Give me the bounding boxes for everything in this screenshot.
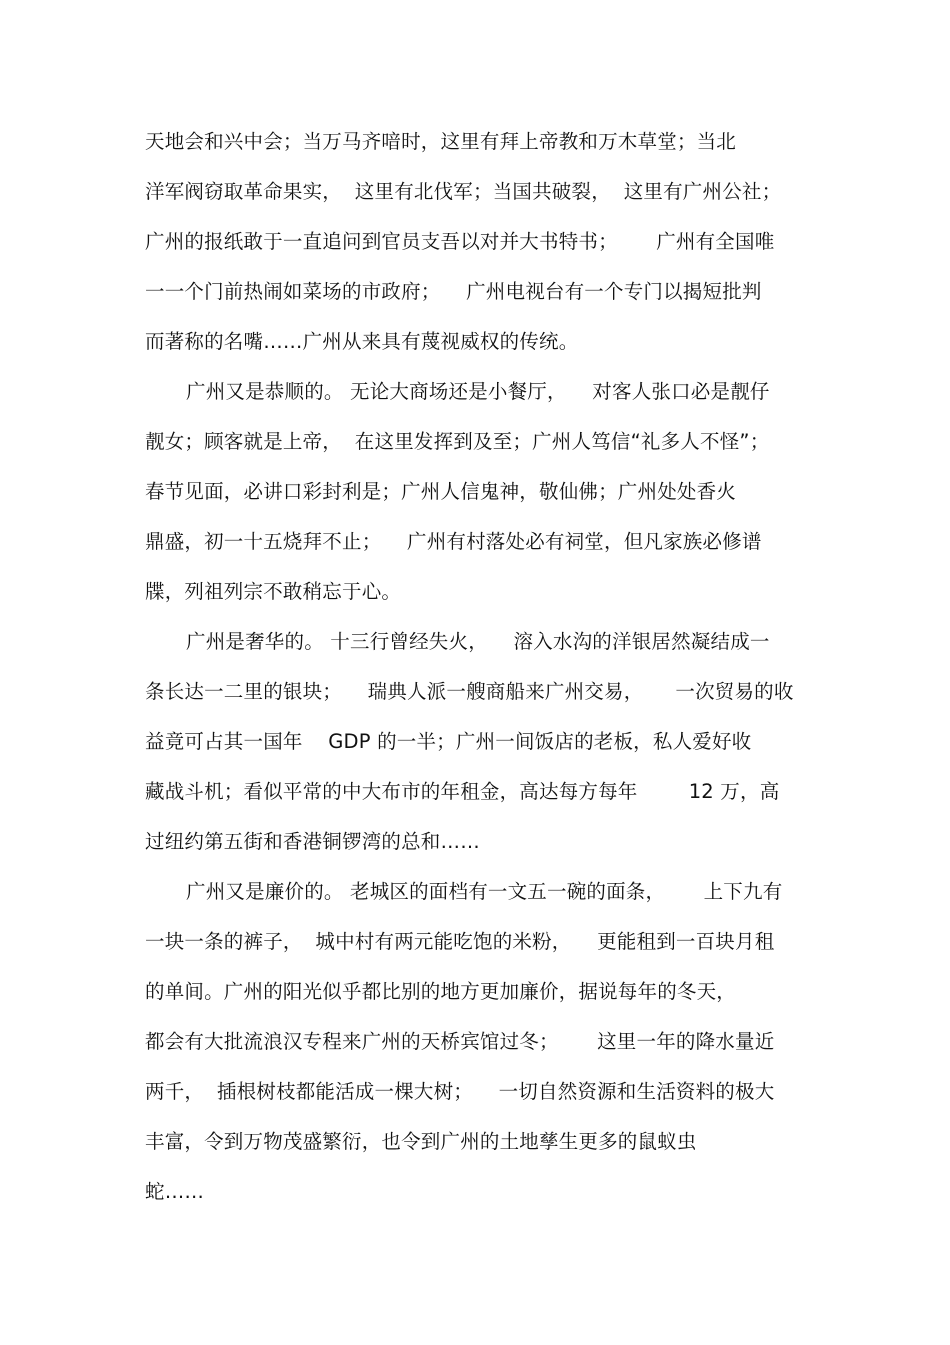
paragraph-first-line: 广州是奢华的。 十三行曾经失火， 溶入水沟的洋银居然凝结成一 (186, 630, 770, 653)
text-line: 益竟可占其一国年 GDP 的一半；广州一间饭店的老板，私人爱好收 (145, 730, 752, 753)
text-line: 牒，列祖列宗不敢稍忘于心。 (145, 580, 402, 603)
text-line: 的单间。广州的阳光似乎都比别的地方更加廉价，据说每年的冬天， (145, 980, 737, 1003)
text-line: 靓女；顾客就是上帝， 在这里发挥到及至；广州人笃信“礼多人不怪”； (145, 430, 770, 453)
text-line: 鼎盛，初一十五烧拜不止； 广州有村落处必有祠堂，但凡家族必修谱 (145, 530, 762, 553)
text-line: 一块一条的裤子， 城中村有两元能吃饱的米粉， 更能租到一百块月租 (145, 930, 775, 953)
text-line: 两千， 插根树枝都能活成一棵大树； 一切自然资源和生活资料的极大 (145, 1080, 775, 1103)
text-line: 天地会和兴中会；当万马齐喑时，这里有拜上帝教和万木草堂；当北 (145, 130, 737, 153)
text-line: 广州的报纸敢于一直追问到官员支吾以对并大书特书； 广州有全国唯 (145, 230, 775, 253)
text-line: 而著称的名嘴……广州从来具有蔑视威权的传统。 (145, 330, 579, 353)
paragraph-first-line: 广州又是恭顺的。 无论大商场还是小餐厅， 对客人张口必是靓仔 (186, 380, 770, 403)
text-line: 条长达一二里的银块； 瑞典人派一艘商船来广州交易， 一次贸易的收 (145, 680, 794, 703)
text-line: 都会有大批流浪汉专程来广州的天桥宾馆过冬； 这里一年的降水量近 (145, 1030, 775, 1053)
paragraph-first-line: 广州又是廉价的。 老城区的面档有一文五一碗的面条， 上下九有 (186, 880, 783, 903)
text-line: 过纽约第五街和香港铜锣湾的总和…… (145, 830, 480, 853)
text-line: 藏战斗机；看似平常的中大布市的年租金，高达每方每年 12 万，高 (145, 780, 780, 803)
text-line: 丰富，令到万物茂盛繁衍，也令到广州的土地孳生更多的鼠蚁虫 (145, 1130, 697, 1153)
text-line: 春节见面，必讲口彩封利是；广州人信鬼神，敬仙佛；广州处处香火 (145, 480, 737, 503)
text-line: 一一个门前热闹如菜场的市政府； 广州电视台有一个专门以揭短批判 (145, 280, 762, 303)
text-line: 蛇…… (145, 1180, 205, 1203)
text-line: 洋军阀窃取革命果实， 这里有北伐军；当国共破裂， 这里有广州公社； (145, 180, 782, 203)
